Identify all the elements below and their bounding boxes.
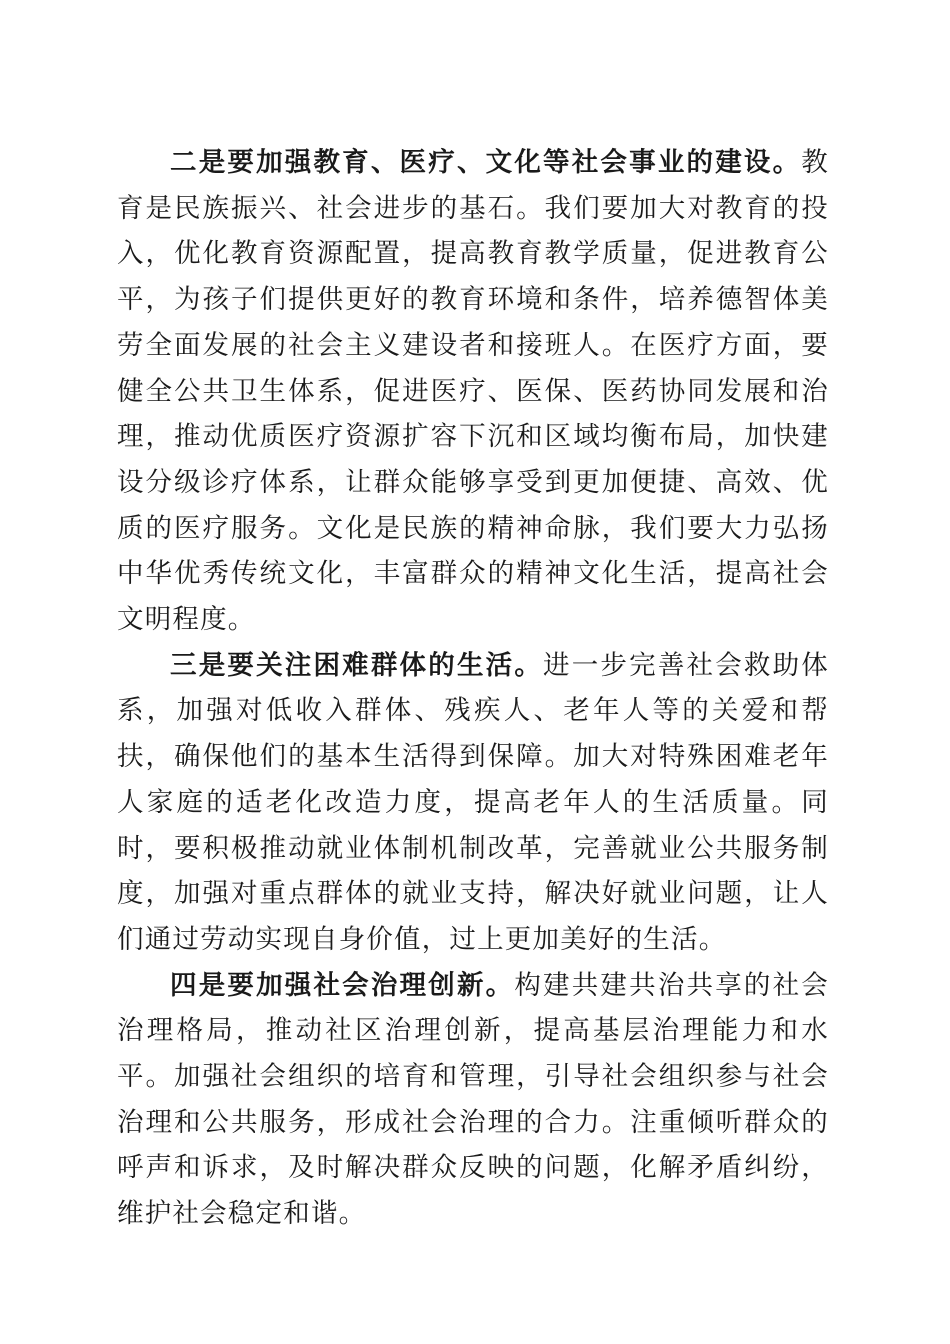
paragraph-lead: 四是要加强社会治理创新。 — [170, 969, 515, 1001]
paragraph-text: 构建共建共治共享的社会治理格局，推动社区治理创新，提高基层治理能力和水平。加强社会组织的培育和管理，引导社会组织参与社会治理和公共服务，形成社会治理的合力。注重倾听群众的呼声和诉求，及时解决群众反映的问题，化解矛盾纠纷，维护社会稳定和谐。 — [117, 969, 829, 1230]
paragraph-education-health-culture — [117, 140, 829, 643]
document-body — [117, 140, 829, 1237]
paragraph-vulnerable-groups — [117, 643, 829, 963]
paragraph-social-governance — [117, 963, 829, 1237]
paragraph-lead: 二是要加强教育、医疗、文化等社会事业的建设。 — [170, 147, 802, 178]
paragraph-text: 教育是民族振兴、社会进步的基石。我们要加大对教育的投入，优化教育资源配置，提高教育教学质量，促进教育公平，为孩子们提供更好的教育环境和条件，培养德智体美劳全面发展的社会主义建设者和接班人。在医疗方面，要健全公共卫生体系，促进医疗、医保、医药协同发展和治理，推动优质医疗资源扩容下沉和区域均衡布局，加快建设分级诊疗体系，让群众能够享受到更加便捷、高效、优质的医疗服务。文化是民族的精神命脉，我们要大力弘扬中华优秀传统文化，丰富群众的精神文化生活，提高社会文明程度。 — [117, 147, 829, 636]
paragraph-text: 进一步完善社会救助体系，加强对低收入群体、残疾人、老年人等的关爱和帮扶，确保他们的基本生活得到保障。加大对特殊困难老年人家庭的适老化改造力度，提高老年人的生活质量。同时，要积极推动就业体制机制改革，完善就业公共服务制度，加强对重点群体的就业支持，解决好就业问题，让人们通过劳动实现自身价值，过上更加美好的生活。 — [117, 649, 830, 955]
paragraph-lead: 三是要关注困难群体的生活。 — [170, 649, 544, 681]
